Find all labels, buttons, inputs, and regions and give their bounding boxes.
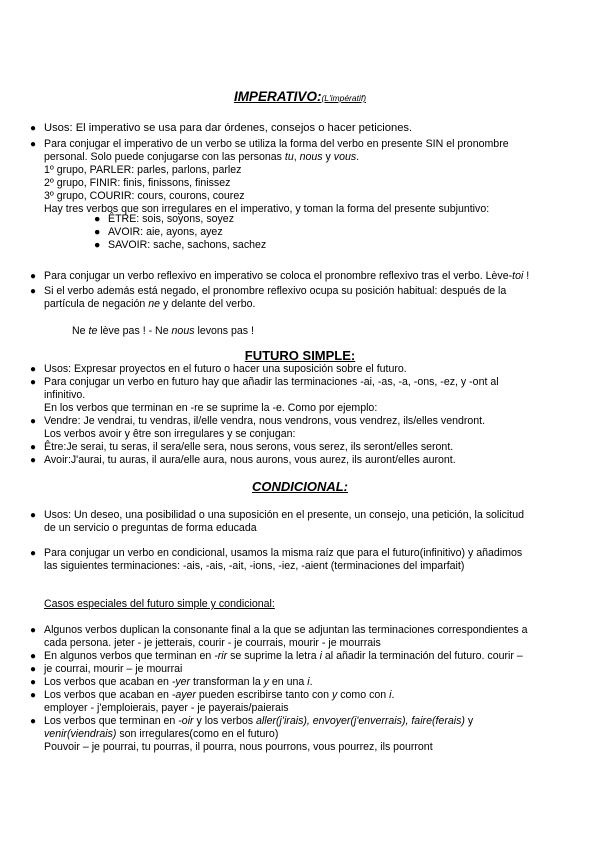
futuro-title: FUTURO SIMPLE: xyxy=(244,348,356,363)
condicional-title: CONDICIONAL: xyxy=(251,479,349,494)
casos-title: Casos especiales del futuro simple y condicional: xyxy=(44,598,275,610)
bullet-icon: ● xyxy=(30,123,37,134)
bullet-icon: ● xyxy=(30,377,37,388)
caso-rir: ● En algunos verbos que terminan en -rir se suprime la letra i al añadir la terminación del futuro. courir – xyxy=(30,650,523,662)
futuro-vendre: ● Vendre: Je vendrai, tu vendras, il/elle vendra, nous vendrons, vous vendrez, ils/elles vendront. Los verbos avoir y être son irregulares y se conjugan: xyxy=(30,415,486,440)
bullet-icon: ● xyxy=(30,139,37,150)
bullet-icon: ● xyxy=(30,442,37,453)
irregular-verb-item: ● SAVOIR: sache, sachons, sachez xyxy=(94,239,267,251)
bullet-icon: ● xyxy=(30,690,37,701)
imperativo-negado: ● Si el verbo además está negado, el pronombre reflexivo ocupa su posición habitual: después de la partícula de negación ne y delante del verbo. xyxy=(30,285,507,310)
bullet-icon: ● xyxy=(30,625,37,636)
bullet-icon: ● xyxy=(30,510,37,521)
bullet-icon: ● xyxy=(94,226,101,238)
irregular-verb-item: ● ÊTRE: sois, soyons, soyez xyxy=(94,213,234,225)
page-title xyxy=(0,89,600,104)
caso-yer: ● Los verbos que acaban en -yer transforman la y en una i. xyxy=(30,676,313,688)
grupo-1: 1º grupo, PARLER: parles, parlons, parlez xyxy=(44,164,242,176)
imperativo-conjugacion: ● Para conjugar el imperativo de un verbo se utiliza la forma del verbo en presente SIN el pronombre personal. Solo puede conjugarse con las personas tu, nous y vous. 1º grupo, PARLER: parles, parlons, parlez 2º grupo, FINIR: finis, finissons, finissez 3º grupo, COURIR: cours, courons, courez Hay tres verbos que son irregulares en el imperativo, y toman la forma del presente subjuntivo: xyxy=(30,138,509,215)
title-sub: (L'impératif) xyxy=(321,93,367,103)
futuro-etre: ● Être:Je serai, tu seras, il sera/elle sera, nous serons, vous serez, ils seront/elles seront. xyxy=(30,441,454,453)
bullet-icon: ● xyxy=(30,271,37,282)
caso-ayer: ● Los verbos que acaban en -ayer pueden escribirse tanto con y como con i. employer - j'emploierais, payer - je payerais/paierais xyxy=(30,689,395,714)
bullet-icon: ● xyxy=(30,664,37,675)
bullet-icon: ● xyxy=(30,716,37,727)
condicional-usos: ● Usos: Un deseo, una posibilidad o una suposición en el presente, un consejo, una petición, la solicitud de un servicio o preguntas de forma educada xyxy=(30,509,524,534)
title-main: IMPERATIVO: xyxy=(233,89,322,104)
condicional-conjugacion: ● Para conjugar un verbo en condicional, usamos la misma raíz que para el futuro(infinitivo) y añadimos las siguientes terminaciones: -ais, -ais, -ait, -ions, -iez, -aient (terminaciones del imparfait) xyxy=(30,547,523,572)
caso-oir: ● Los verbos que terminan en -oir y los verbos aller(j'irais), envoyer(j'enverrais), faire(ferais) y venir(viendrais) son irregulares(como en el futuro) Pouvoir – je pourrai, tu pourras, il pourra, nous pourrons, vous pourrez, ils pourront xyxy=(30,715,474,753)
caso-rir-ejemplo: ● je courrai, mourir – je mourrai xyxy=(30,663,183,675)
irregulares-note: Hay tres verbos que son irregulares en el imperativo, y toman la forma del presente subjuntivo: xyxy=(44,203,490,215)
bullet-icon: ● xyxy=(30,286,37,297)
caso-duplican: ● Algunos verbos duplican la consonante final a la que se adjuntan las terminaciones correspondientes a cada persona. jeter - je jetterais, courir - je courrais, mourir - je mourrais xyxy=(30,624,528,649)
bullet-icon: ● xyxy=(94,239,101,251)
ejemplo-negacion: Ne te lève pas ! - Ne nous levons pas ! xyxy=(72,325,254,337)
futuro-avoir: ● Avoir:J'aurai, tu auras, il aura/elle aura, nous aurons, vous aurez, ils auront/elles auront. xyxy=(30,454,456,466)
bullet-icon: ● xyxy=(30,455,37,466)
grupo-3: 3º grupo, COURIR: cours, courons, courez xyxy=(44,190,245,202)
imperativo-usos: ● Usos: El imperativo se usa para dar órdenes, consejos o hacer peticiones. xyxy=(30,122,413,134)
bullet-icon: ● xyxy=(30,677,37,688)
bullet-icon: ● xyxy=(30,416,37,427)
grupo-2: 2º grupo, FINIR: finis, finissons, finissez xyxy=(44,177,231,189)
bullet-icon: ● xyxy=(30,548,37,559)
futuro-conjugacion: ● Para conjugar un verbo en futuro hay que añadir las terminaciones -ai, -as, -a, -ons, -ez, y -ont al infinitivo. En los verbos que terminan en -re se suprime la -e. Como por ejemplo: xyxy=(30,376,499,414)
bullet-icon: ● xyxy=(30,651,37,662)
bullet-icon: ● xyxy=(30,364,37,375)
futuro-usos: ● Usos: Expresar proyectos en el futuro o hacer una suposición sobre el futuro. xyxy=(30,363,407,375)
bullet-icon: ● xyxy=(94,213,101,225)
imperativo-reflexivo: ● Para conjugar un verbo reflexivo en imperativo se coloca el pronombre reflexivo tras el verbo. Lève-toi ! xyxy=(30,270,530,282)
irregular-verb-item: ● AVOIR: aie, ayons, ayez xyxy=(94,226,223,238)
